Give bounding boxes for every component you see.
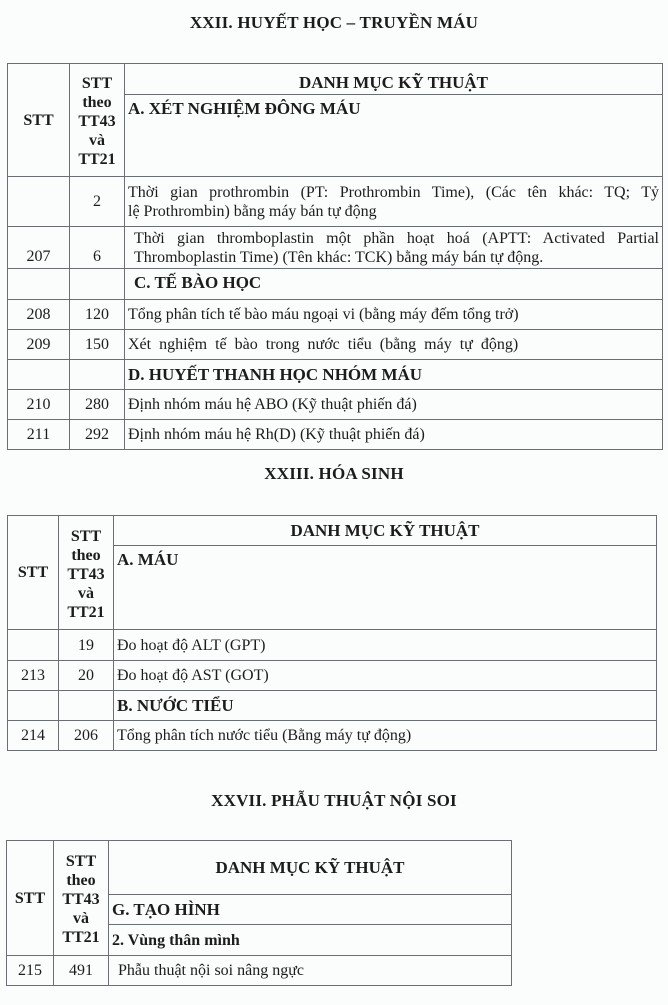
cell-name: Tổng phân tích nước tiểu (Bằng máy tự động) (114, 721, 657, 751)
subgroup-header: 2. Vùng thân mình (109, 925, 512, 956)
group-row (8, 691, 657, 721)
group-row (8, 360, 663, 390)
header-line: theo (82, 94, 112, 111)
header-danh-muc: DANH MỤC KỸ THUẬT (109, 841, 512, 895)
cell-tt: 206 (59, 721, 114, 751)
cell-name (125, 177, 663, 227)
cell-name: Đo hoạt độ AST (GOT) (114, 661, 657, 691)
cell-name (125, 227, 663, 269)
cell-tt: 280 (70, 390, 125, 420)
cell-name: Tổng phân tích tế bào máu ngoại vi (bằng máy đếm tổng trở) (125, 300, 663, 330)
cell-stt: 208 (8, 300, 70, 330)
cell-stt: 210 (8, 390, 70, 420)
header-line: và (73, 909, 89, 927)
table-row (8, 630, 657, 661)
section-title-hoa-sinh: XXIII. HÓA SINH (264, 464, 404, 483)
header-line: TT21 (62, 928, 100, 946)
header-line: STT (81, 75, 113, 92)
cell-stt: 207 (8, 227, 70, 269)
header-line: TT21 (78, 151, 116, 168)
cell-stt: 213 (8, 661, 59, 691)
table-row (8, 661, 657, 691)
header-line: và (78, 584, 94, 602)
header-stt: STT (8, 64, 70, 177)
section-title-huyet-hoc: XXII. HUYẾT HỌC – TRUYỀN MÁU (189, 13, 479, 32)
table-row (8, 300, 663, 330)
header-danh-muc: DANH MỤC KỸ THUẬT (114, 516, 657, 546)
table-phau-thuat-noi-soi (6, 840, 512, 986)
table-row (8, 330, 663, 360)
header-line: và (89, 132, 105, 149)
table-hoa-sinh (7, 515, 657, 751)
cell-tt: 19 (59, 630, 114, 661)
header-stt: STT (8, 516, 59, 630)
cell-name: Định nhóm máu hệ ABO (Kỹ thuật phiến đá) (125, 390, 663, 420)
name-line: Thời gian prothrombin (PT: Prothrombin Time), (Các tên khác: TQ; Tỷ (128, 183, 659, 201)
group-header: G. TẠO HÌNH (109, 895, 512, 925)
table-row (8, 721, 657, 751)
table-row (7, 956, 512, 986)
cell-stt: 215 (7, 956, 54, 986)
cell-name: Đo hoạt độ ALT (GPT) (114, 630, 657, 661)
group-header: C. TẾ BÀO HỌC (125, 269, 663, 300)
header-line: theo (71, 546, 101, 564)
header-stt: STT (7, 841, 54, 956)
table-huyet-hoc (7, 63, 663, 450)
header-line: TT43 (62, 890, 100, 908)
name-line: lệ Prothrombin) bằng máy bán tự động (128, 202, 377, 220)
cell-tt: 120 (70, 300, 125, 330)
header-danh-muc: DANH MỤC KỸ THUẬT (125, 64, 663, 95)
cell-stt: 211 (8, 420, 70, 450)
group-header: A. XÉT NGHIỆM ĐÔNG MÁU (125, 95, 663, 177)
cell-tt: 20 (59, 661, 114, 691)
section-title-phau-thuat-noi-soi: XXVII. PHẪU THUẬT NỘI SOI (211, 791, 457, 810)
header-line: STT (70, 527, 102, 545)
group-header: B. NƯỚC TIỂU (114, 691, 657, 721)
header-stt-tt43-tt21 (59, 516, 114, 630)
name-line: Thromboplastin Time) (Tên khác: TCK) bằng máy bán tự động. (134, 248, 544, 266)
cell-tt: 491 (54, 956, 109, 986)
cell-tt: 6 (70, 227, 125, 269)
group-header: D. HUYẾT THANH HỌC NHÓM MÁU (125, 360, 663, 390)
header-line: TT43 (78, 113, 116, 130)
header-line: theo (66, 871, 96, 889)
table-row (8, 390, 663, 420)
name-line: Thời gian thromboplastin một phần hoạt hoá (APTT: Activated Partial (134, 229, 659, 247)
header-stt-tt43-tt21 (54, 841, 109, 956)
cell-name: Phẫu thuật nội soi nâng ngực (109, 956, 512, 986)
table-row (8, 177, 663, 227)
cell-tt: 150 (70, 330, 125, 360)
cell-tt: 292 (70, 420, 125, 450)
header-line: TT21 (67, 603, 105, 621)
cell-stt (8, 177, 70, 227)
header-line: TT43 (67, 565, 105, 583)
cell-tt: 2 (70, 177, 125, 227)
header-line: STT (65, 852, 97, 870)
header-stt-tt43-tt21 (70, 64, 125, 177)
table-row (8, 227, 663, 269)
cell-name: Xét nghiệm tế bào trong nước tiểu (bằng máy tự động) (125, 330, 663, 360)
cell-stt (8, 630, 59, 661)
group-row (8, 269, 663, 300)
cell-stt: 209 (8, 330, 70, 360)
table-row (8, 420, 663, 450)
group-header: A. MÁU (114, 546, 657, 630)
cell-stt: 214 (8, 721, 59, 751)
cell-name: Định nhóm máu hệ Rh(D) (Kỹ thuật phiến đá) (125, 420, 663, 450)
